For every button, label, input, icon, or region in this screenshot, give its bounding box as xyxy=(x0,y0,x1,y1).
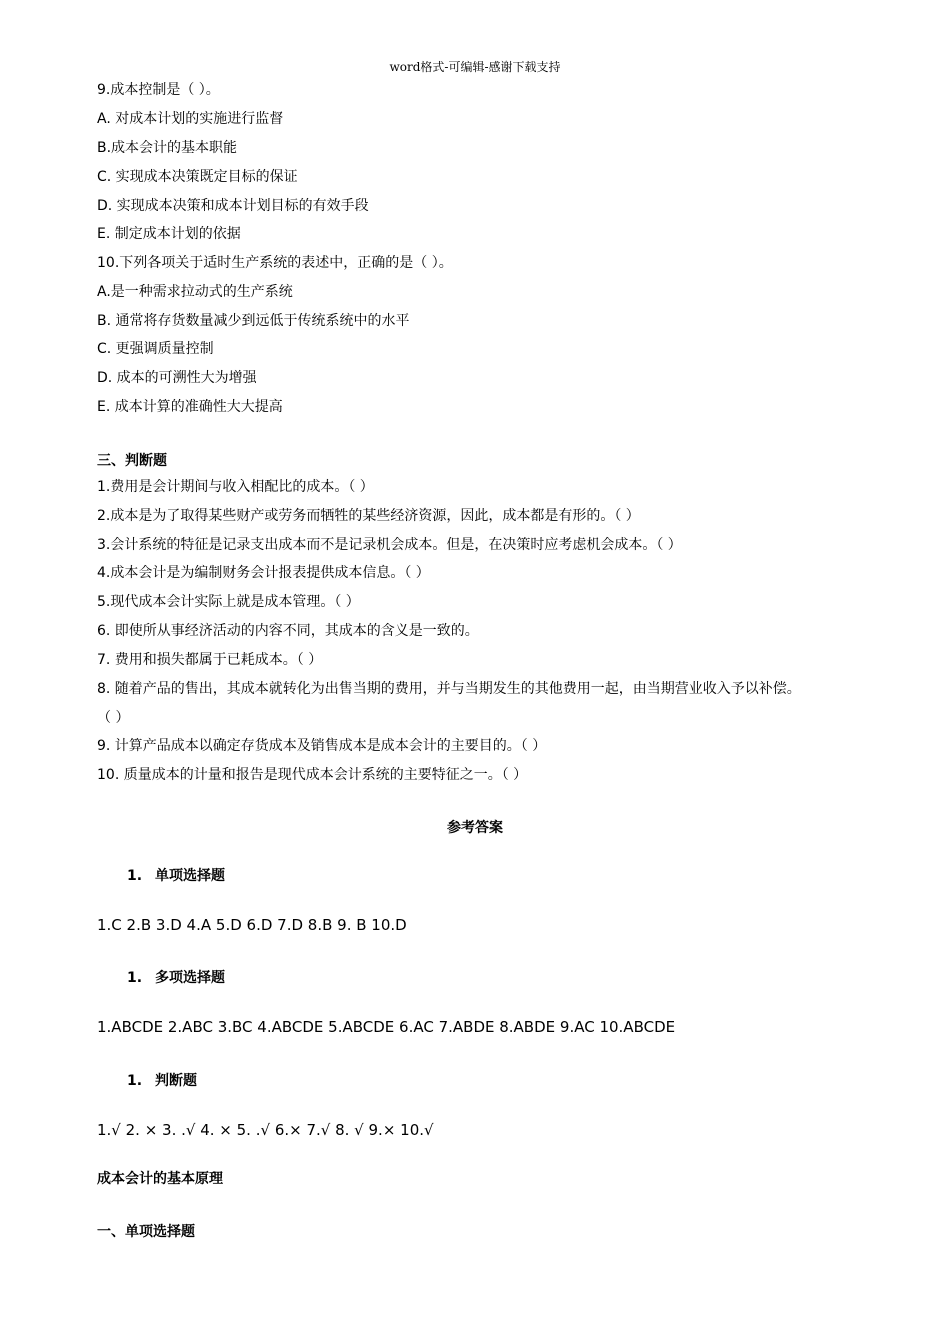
question-10-option-d: D. 成本的可溯性大为增强 xyxy=(97,370,257,386)
answers-judge-heading xyxy=(127,1070,197,1090)
section-number: 1. xyxy=(127,1073,143,1089)
page-header: word格式-可编辑-感谢下载支持 xyxy=(389,60,561,74)
answers-title: 参考答案 xyxy=(447,820,503,836)
question-9-option-c: C. 实现成本决策既定目标的保证 xyxy=(97,169,298,185)
judge-section-title: 三、判断题 xyxy=(97,453,167,469)
question-9-option-d: D. 实现成本决策和成本计划目标的有效手段 xyxy=(97,198,369,214)
answers-single-heading xyxy=(127,865,225,885)
judge-item-2: 2.成本是为了取得某些财产或劳务而牺牲的某些经济资源，因此，成本都是有形的。（ ） xyxy=(97,508,640,524)
chapter-title: 成本会计的基本原理 xyxy=(97,1171,223,1187)
question-10-option-c: C. 更强调质量控制 xyxy=(97,341,214,357)
judge-item-10: 10. 质量成本的计量和报告是现代成本会计系统的主要特征之一。（ ） xyxy=(97,767,528,783)
question-10-option-e: E. 成本计算的准确性大大提高 xyxy=(97,399,283,415)
section-label: 多项选择题 xyxy=(155,970,225,986)
answers-judge-list: 1.√ 2. × 3. .√ 4. × 5. .√ 6.× 7.√ 8. √ 9.× 10.√ xyxy=(97,1121,434,1139)
judge-item-9: 9. 计算产品成本以确定存货成本及销售成本是成本会计的主要目的。（ ） xyxy=(97,738,547,754)
section-label: 判断题 xyxy=(155,1073,197,1089)
section-label: 单项选择题 xyxy=(155,868,225,884)
question-10-option-b: B. 通常将存货数量减少到远低于传统系统中的水平 xyxy=(97,313,410,329)
judge-item-7: 7. 费用和损失都属于已耗成本。（ ） xyxy=(97,652,323,668)
judge-item-8-bracket: （ ） xyxy=(97,710,130,726)
judge-item-1: 1.费用是会计期间与收入相配比的成本。（ ） xyxy=(97,479,374,495)
judge-item-8: 8. 随着产品的售出，其成本就转化为出售当期的费用，并与当期发生的其他费用一起，由当期营业收入予以补偿。 xyxy=(97,681,801,697)
question-10-stem: 10.下列各项关于适时生产系统的表述中，正确的是（ ）。 xyxy=(97,255,453,271)
question-9-option-e: E. 制定成本计划的依据 xyxy=(97,226,241,242)
answers-multi-heading xyxy=(127,967,225,987)
answers-single-list: 1.C 2.B 3.D 4.A 5.D 6.D 7.D 8.B 9. B 10.D xyxy=(97,916,407,934)
answers-multi-list: 1.ABCDE 2.ABC 3.BC 4.ABCDE 5.ABCDE 6.AC 7.ABDE 8.ABDE 9.AC 10.ABCDE xyxy=(97,1018,676,1036)
judge-item-4: 4.成本会计是为编制财务会计报表提供成本信息。（ ） xyxy=(97,565,430,581)
section-number: 1. xyxy=(127,970,143,986)
chapter-section-title: 一、单项选择题 xyxy=(97,1224,195,1240)
question-10-option-a: A.是一种需求拉动式的生产系统 xyxy=(97,284,293,300)
judge-item-5: 5.现代成本会计实际上就是成本管理。（ ） xyxy=(97,594,360,610)
question-9-option-b: B.成本会计的基本职能 xyxy=(97,140,238,156)
judge-item-3: 3.会计系统的特征是记录支出成本而不是记录机会成本。但是，在决策时应考虑机会成本。（ ） xyxy=(97,537,682,553)
section-number: 1. xyxy=(127,868,143,884)
question-9-option-a: A. 对成本计划的实施进行监督 xyxy=(97,111,284,127)
question-9-stem: 9.成本控制是（ ）。 xyxy=(97,82,220,98)
judge-item-6: 6. 即使所从事经济活动的内容不同，其成本的含义是一致的。 xyxy=(97,623,479,639)
